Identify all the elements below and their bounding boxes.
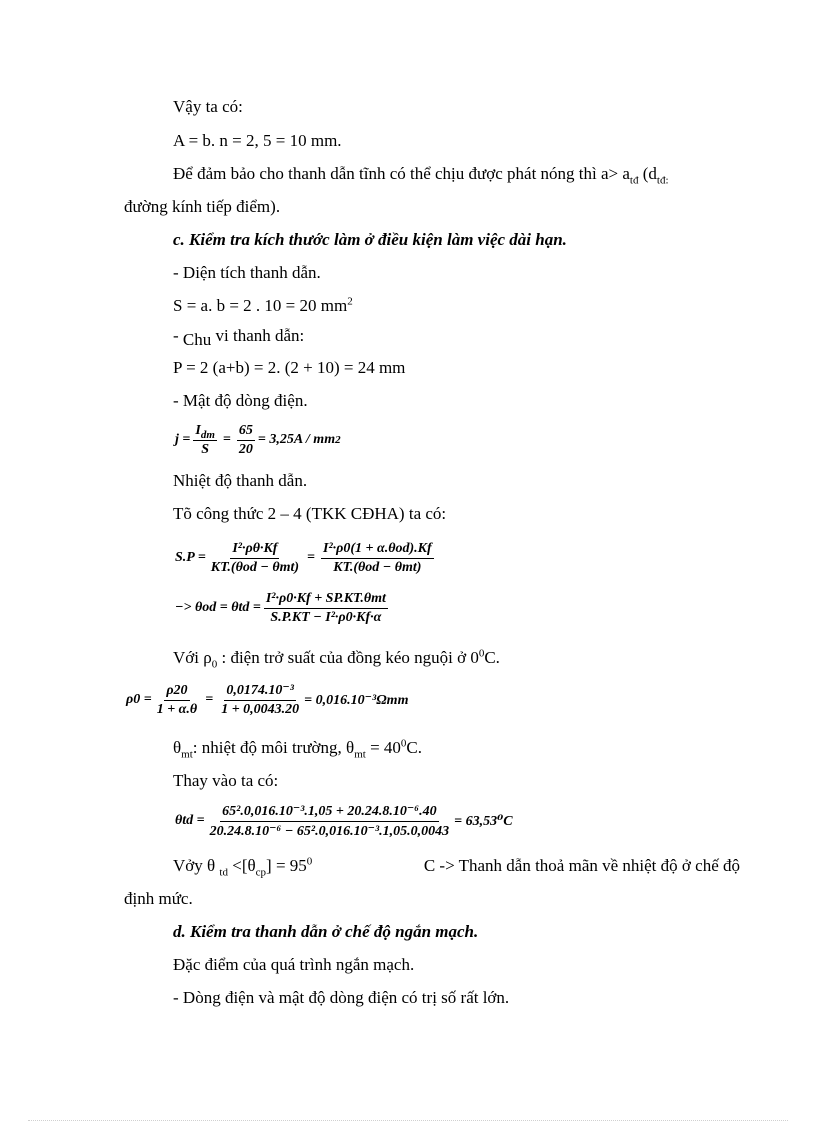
text-line: Vậy ta có:: [173, 97, 243, 116]
text-line: - Chu vi thanh dẫn:: [173, 326, 305, 349]
equation-current-density: j = $\frac{I_{dm}}{S}$ = $\frac{65}{20}$ = 3,25A / mm 2: [175, 422, 341, 457]
text-line: - Diện tích thanh dẫn.: [173, 263, 321, 282]
equation-theta-od: −> θod = θtd = $\frac{\text{I²·ρ0·Kf + SP.KT.θmt}}{\text{S.P.KT − I²·ρ0·Kf·α}}$: [175, 590, 386, 625]
text-line: Đặc điểm của quá trình ngắn mạch.: [173, 955, 415, 974]
equation-resistivity: ρ0 = $\frac{\rho 20}{1 + \alpha.\theta}$ = $\frac{\text{0,0174.10⁻³}}{1 + 0,0043.20}$ = 0,016.10⁻³Ωmm: [126, 682, 409, 717]
text-line: định mức.: [124, 889, 193, 908]
equation-heat-balance: S.P = $\frac{\text{I²·ρθ·Kf}}{\text{KT.(θod − θmt)}}$ = $\frac{\text{I²·ρ0(1 + α.θod).Kf}}{\text{KT.(θod − θmt)}}$: [175, 540, 432, 575]
text-line: S = a. b = 2 . 10 = 20 $mm^2$: [173, 295, 353, 315]
text-line: A = b. n = 2, 5 = 10 mm.: [173, 131, 342, 150]
text-line: Với $\rho_0$ : điện trở suất của đồng kéo nguội ở $0^0C$.: [173, 647, 500, 671]
text-line: P = 2 (a+b) = 2. (2 + 10) = 24 mm: [173, 358, 406, 377]
text-line: đường kính tiếp điểm).: [124, 197, 281, 216]
page-divider: [28, 1120, 788, 1121]
text-line: Thay vào ta có:: [173, 771, 279, 790]
text-line: - Dòng điện và mật độ dòng điện có trị số rất lớn.: [173, 988, 510, 1007]
text-line: - Mật độ dòng điện.: [173, 391, 308, 410]
section-heading-d: d. Kiểm tra thanh dẫn ở chế độ ngắn mạch.: [173, 922, 479, 941]
text-line: Tõ công thức 2 – 4 (TKK CĐHA) ta có:: [173, 504, 447, 523]
text-line: Để đảm bảo cho thanh dẫn tĩnh có thể chịu được phát nóng thì $a> a_{tđ}$ ($d_{tđ:}$: [173, 164, 669, 187]
text-line: $\theta_{mt}$: nhiệt độ môi trường, $\theta_{mt} = 40^0C$.: [173, 737, 422, 761]
text-line: Vởy θ $_{td} <[\theta_{cp}] = 95^0$ C -> Thanh dẫn thoả mãn về nhiệt độ ở chế độ: [173, 855, 740, 879]
text-line: Nhiệt độ thanh dẫn.: [173, 471, 308, 490]
equation-theta-td: θtd = $\frac{\text{65².0,016.10⁻³.1,05 + 20.24.8.10⁻⁶.40}}{\text{20.24.8.10⁻⁶ − 65².0,016.10⁻³.1,05.0,0043}}$ = 63,53⁰C: [175, 803, 513, 839]
section-heading-c: c. Kiểm tra kích thước làm ở điều kiện làm việc dài hạn.: [173, 230, 567, 249]
